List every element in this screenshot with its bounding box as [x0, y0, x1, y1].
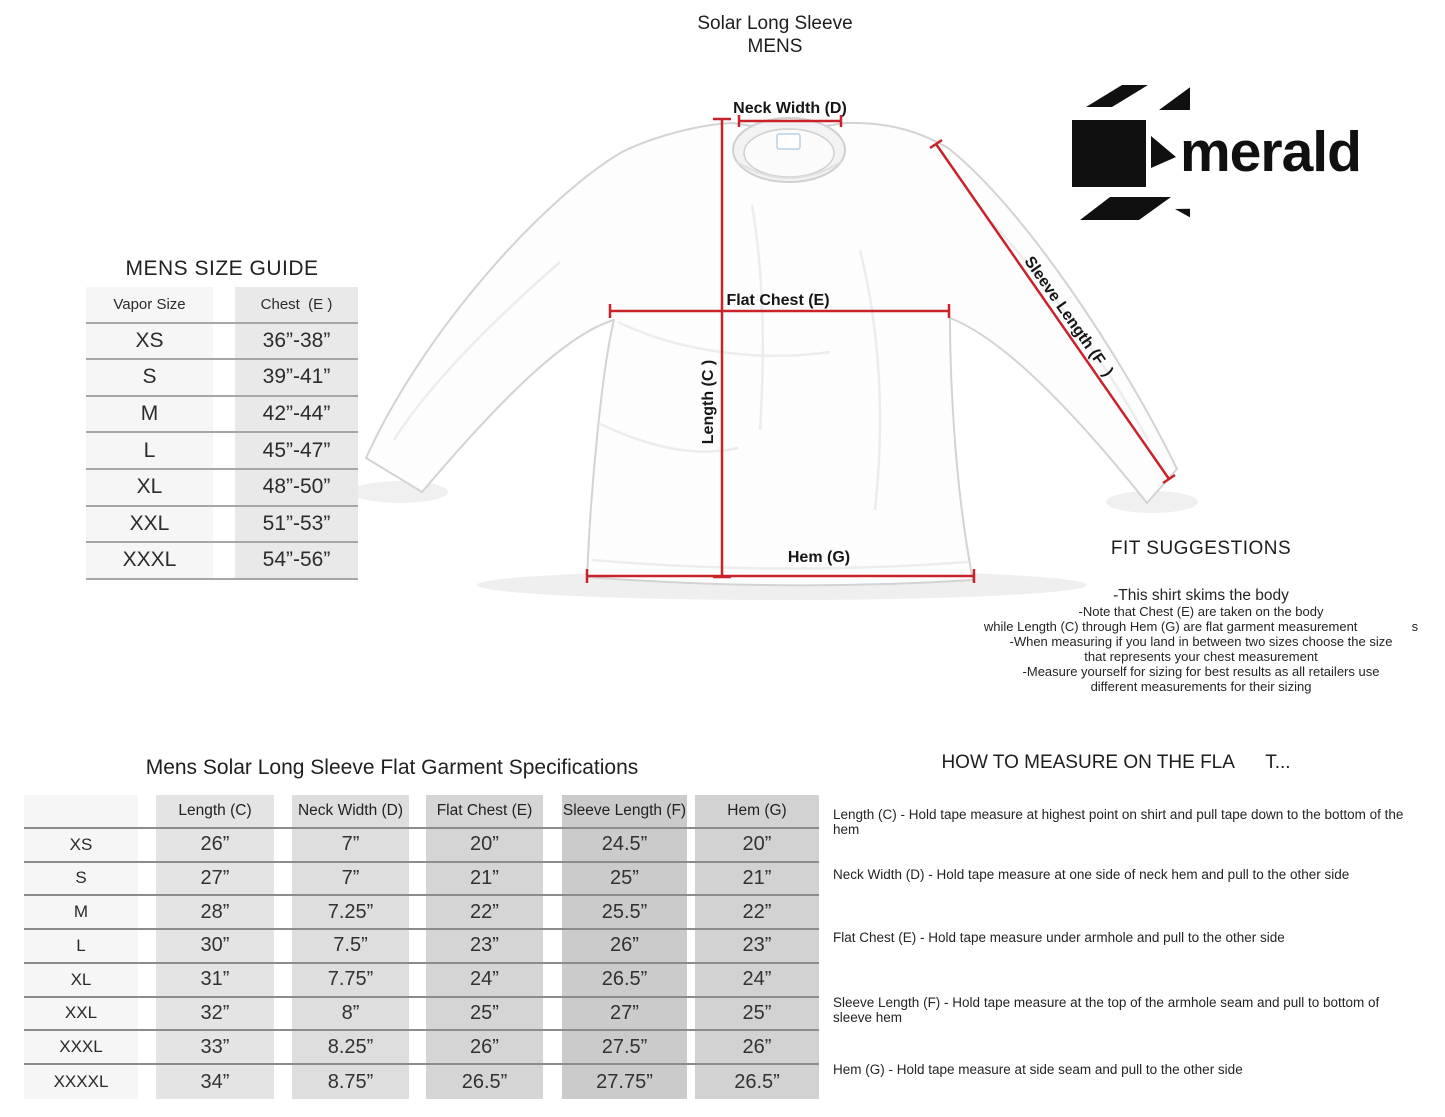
size-label: M: [140, 402, 159, 426]
size-guide-header-row: [86, 287, 358, 324]
spec-value: 24.5”: [601, 833, 648, 856]
spec-value: 34”: [200, 1070, 230, 1093]
spec-value: 8.25”: [327, 1035, 374, 1058]
table-row: [24, 863, 819, 897]
how-to-measure-title: HOW TO MEASURE ON THE FLA T...: [941, 752, 1291, 773]
spec-value: 21”: [470, 866, 499, 889]
spec-value: 7.75”: [327, 968, 374, 991]
sleeve-length-label: Sleeve Length (F ): [1020, 253, 1117, 380]
spec-value: 27.75”: [596, 1070, 653, 1093]
page-title-line1: Solar Long Sleeve: [697, 13, 853, 34]
size-label: XXXL: [59, 1037, 103, 1057]
size-label: XXL: [64, 1003, 98, 1023]
spec-value: 30”: [200, 934, 230, 957]
spec-value: 26”: [742, 1035, 772, 1058]
spec-col-header-blank: [24, 795, 138, 827]
spec-col-header: Length (C): [178, 801, 252, 819]
size-label: S: [75, 868, 87, 888]
collar-tag: [777, 134, 800, 149]
spec-value: 20”: [742, 833, 772, 856]
spec-value: 27”: [200, 866, 230, 889]
spec-header-row: [24, 795, 819, 829]
size-guide-col-header: Vapor Size: [113, 295, 186, 313]
fit-suggestions-title: FIT SUGGESTIONS: [1110, 538, 1292, 559]
length-label: Length (C ): [700, 359, 717, 445]
emerald-logo: [1060, 78, 1430, 228]
fit-suggestions-text: [981, 587, 1421, 694]
table-row: [86, 433, 358, 470]
table-row: [24, 829, 819, 863]
spec-value: 23”: [470, 934, 499, 957]
table-row: [86, 507, 358, 544]
size-label: XL: [136, 475, 163, 499]
spec-value: 27”: [610, 1001, 639, 1024]
fit-line: -Note that Chest (E) are taken on the body: [1078, 604, 1324, 619]
spec-value: 20”: [470, 833, 499, 856]
spec-value: 7”: [341, 833, 360, 856]
spec-value: 23”: [742, 934, 772, 957]
size-guide-col-header: Chest (E ): [260, 295, 333, 313]
measure-instruction: Flat Chest (E) - Hold tape measure under armhole and pull to the other side: [833, 930, 1285, 945]
spec-value: 32”: [200, 1001, 230, 1024]
measure-instruction: Length (C) - Hold tape measure at highest point on shirt and pull tape down to the bottom of the hem: [833, 807, 1404, 837]
spec-value: 25”: [470, 1001, 499, 1024]
measure-instruction: Neck Width (D) - Hold tape measure at one side of neck hem and pull to the other side: [833, 867, 1350, 882]
table-row: [24, 1031, 819, 1065]
table-row: [24, 998, 819, 1032]
spec-value: 8.75”: [327, 1070, 374, 1093]
mens-size-guide-table: [86, 287, 358, 580]
size-label: L: [143, 438, 156, 462]
spec-col-header: Flat Chest (E): [436, 801, 533, 819]
spec-value: 24”: [742, 968, 772, 991]
size-label: S: [142, 365, 157, 389]
spec-value: 25.5”: [601, 900, 648, 923]
fit-line: while Length (C) through Hem (G) are flat garment measurement s: [983, 619, 1419, 634]
page-title-line2: MENS: [747, 36, 803, 57]
table-row: [86, 470, 358, 507]
spec-col-header: Neck Width (D): [297, 801, 404, 819]
measure-instruction: Hem (G) - Hold tape measure at side seam and pull to the other side: [833, 1062, 1243, 1077]
chest-range: 42”-44”: [262, 402, 331, 426]
shirt-body: [366, 123, 1177, 585]
fit-line: -Measure yourself for sizing for best results as all retailers use: [1022, 664, 1380, 679]
cuff-shadow-left: [352, 481, 448, 503]
size-label: XXL: [129, 511, 170, 535]
table-row: [24, 964, 819, 998]
flat-chest-label: Flat Chest (E): [726, 292, 830, 309]
size-label: XXXL: [122, 548, 177, 572]
chest-range: 45”-47”: [262, 438, 331, 462]
table-row: [24, 930, 819, 964]
size-guide-title: MENS SIZE GUIDE: [125, 257, 319, 280]
spec-value: 7.25”: [327, 900, 374, 923]
spec-value: 33”: [200, 1035, 230, 1058]
spec-value: 22”: [470, 900, 499, 923]
size-label: M: [73, 902, 89, 922]
spec-col-header: Sleeve Length (F): [562, 801, 687, 819]
fit-line: -This shirt skims the body: [1113, 587, 1289, 604]
emerald-geometric-e-icon: [1060, 78, 1190, 228]
logo-wordmark: merald: [1180, 120, 1361, 184]
table-row: [86, 324, 358, 361]
hem-label: Hem (G): [787, 549, 851, 566]
measure-instruction: Sleeve Length (F) - Hold tape measure at the top of the armhole seam and pull to bottom of sleeve hem: [833, 995, 1380, 1025]
fit-line: different measurements for their sizing: [1090, 679, 1312, 694]
spec-value: 26.5”: [461, 1070, 508, 1093]
chest-range: 36”-38”: [262, 328, 331, 352]
table-row: [24, 896, 819, 930]
chest-range: 39”-41”: [262, 365, 331, 389]
spec-value: 31”: [200, 968, 230, 991]
chest-range: 48”-50”: [262, 475, 331, 499]
size-label: XXXXL: [53, 1072, 109, 1091]
size-label: XS: [135, 328, 164, 352]
spec-value: 26”: [200, 833, 230, 856]
spec-table-title: Mens Solar Long Sleeve Flat Garment Specifications: [145, 756, 639, 779]
fit-line: -When measuring if you land in between two sizes choose the size: [1009, 634, 1393, 649]
table-row: [86, 397, 358, 434]
fit-line: that represents your chest measurement: [1084, 649, 1318, 664]
spec-value: 25”: [742, 1001, 772, 1024]
size-label: XL: [70, 969, 92, 989]
spec-value: 26”: [610, 934, 639, 957]
spec-value: 7.5”: [333, 934, 368, 957]
spec-value: 21”: [742, 866, 772, 889]
how-to-measure: [820, 752, 1412, 1092]
spec-value: 27.5”: [601, 1035, 648, 1058]
spec-value: 22”: [742, 900, 772, 923]
flat-garment-spec-table: [24, 795, 819, 1099]
spec-value: 28”: [200, 900, 230, 923]
chest-range: 51”-53”: [262, 511, 331, 535]
size-label: L: [76, 935, 86, 955]
spec-value: 26.5”: [601, 968, 648, 991]
spec-value: 7”: [341, 866, 360, 889]
table-row: [86, 360, 358, 397]
size-label: XS: [69, 834, 93, 854]
fit-suggestions: [981, 538, 1421, 694]
spec-col-header: Hem (G): [727, 801, 787, 819]
table-row: [24, 1065, 819, 1099]
neck-width-label: Neck Width (D): [733, 100, 847, 117]
spec-value: 25”: [610, 866, 639, 889]
spec-value: 8”: [341, 1001, 360, 1024]
chest-range: 54”-56”: [262, 548, 331, 572]
spec-value: 26.5”: [734, 1070, 780, 1093]
spec-value: 26”: [470, 1035, 499, 1058]
table-row: [86, 543, 358, 580]
spec-value: 24”: [470, 968, 499, 991]
